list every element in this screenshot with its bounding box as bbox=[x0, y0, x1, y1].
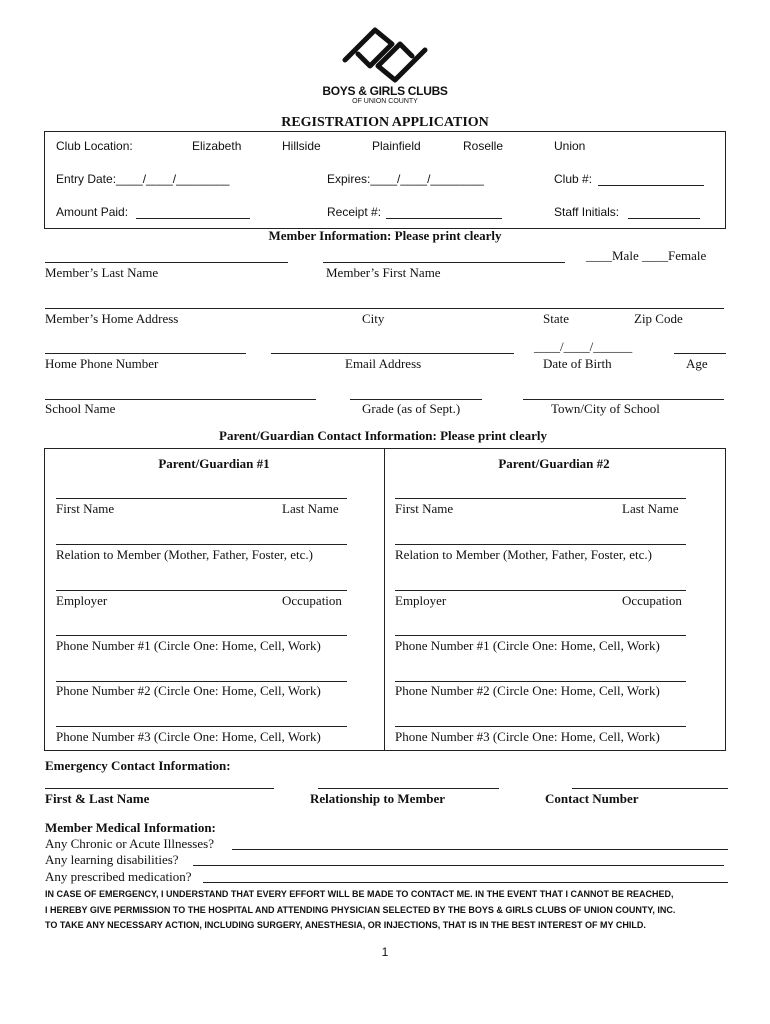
page-title: REGISTRATION APPLICATION bbox=[281, 115, 489, 130]
guardian2-first-name-label: First Name bbox=[395, 501, 454, 516]
age-label: Age bbox=[686, 356, 708, 371]
guardian-info-heading: Parent/Guardian Contact Information: Please print clearly bbox=[219, 428, 547, 443]
guardian1-title: Parent/Guardian #1 bbox=[158, 456, 270, 471]
emergency-relationship-field[interactable] bbox=[318, 788, 499, 789]
town-school-label: Town/City of School bbox=[551, 401, 660, 416]
member-info-heading: Member Information: Please print clearly bbox=[268, 228, 502, 243]
home-phone-label: Home Phone Number bbox=[45, 356, 159, 371]
guardian2-phone3-field[interactable] bbox=[395, 726, 686, 727]
guardian-divider bbox=[384, 449, 385, 750]
guardian1-first-name-label: First Name bbox=[56, 501, 115, 516]
age-field[interactable] bbox=[674, 353, 726, 354]
location-option[interactable]: Roselle bbox=[463, 139, 504, 153]
guardian2-employer-label: Employer bbox=[395, 593, 447, 608]
amount-paid-label: Amount Paid: bbox=[56, 205, 129, 219]
guardian2-title: Parent/Guardian #2 bbox=[498, 456, 610, 471]
school-name-label: School Name bbox=[45, 401, 116, 416]
emergency-contact-label: Contact Number bbox=[545, 791, 639, 806]
emergency-name-field[interactable] bbox=[45, 788, 274, 789]
home-address-label: Member’s Home Address bbox=[45, 311, 179, 326]
location-option[interactable]: Elizabeth bbox=[192, 139, 242, 153]
guardian1-last-name-label: Last Name bbox=[282, 501, 339, 516]
org-subname: OF UNION COUNTY bbox=[352, 98, 418, 105]
expires-field[interactable]: Expires:____/____/________ bbox=[327, 172, 484, 186]
email-label: Email Address bbox=[345, 356, 422, 371]
guardian1-phone3-label: Phone Number #3 (Circle One: Home, Cell, Work) bbox=[56, 729, 321, 744]
zip-label: Zip Code bbox=[634, 311, 683, 326]
first-name-field[interactable] bbox=[323, 262, 565, 263]
illness-question: Any Chronic or Acute Illnesses? bbox=[45, 836, 214, 851]
learning-field[interactable] bbox=[193, 865, 724, 866]
emergency-relationship-label: Relationship to Member bbox=[310, 791, 446, 806]
receipt-label: Receipt #: bbox=[327, 205, 382, 219]
medication-question: Any prescribed medication? bbox=[45, 869, 192, 884]
guardian2-relation-field[interactable] bbox=[395, 544, 686, 545]
guardian2-phone2-label: Phone Number #2 (Circle One: Home, Cell, Work) bbox=[395, 683, 660, 698]
guardian2-employer-field[interactable] bbox=[395, 590, 686, 591]
guardian1-relation-field[interactable] bbox=[56, 544, 347, 545]
guardian2-occupation-label: Occupation bbox=[622, 593, 682, 608]
guardian1-phone2-label: Phone Number #2 (Circle One: Home, Cell, Work) bbox=[56, 683, 321, 698]
club-number-field[interactable] bbox=[598, 185, 704, 186]
entry-date-field[interactable]: Entry Date:____/____/________ bbox=[56, 172, 230, 186]
state-label: State bbox=[543, 311, 569, 326]
gender-field[interactable]: ____Male ____Female bbox=[586, 248, 707, 263]
guardian1-relation-label: Relation to Member (Mother, Father, Foster, etc.) bbox=[56, 547, 313, 562]
grade-field[interactable] bbox=[350, 399, 482, 400]
emergency-contact-field[interactable] bbox=[572, 788, 728, 789]
emergency-name-label: First & Last Name bbox=[45, 791, 150, 806]
staff-initials-field[interactable] bbox=[628, 218, 700, 219]
guardian2-relation-label: Relation to Member (Mother, Father, Foster, etc.) bbox=[395, 547, 652, 562]
grade-label: Grade (as of Sept.) bbox=[362, 401, 461, 416]
guardian1-phone3-field[interactable] bbox=[56, 726, 347, 727]
guardian1-phone2-field[interactable] bbox=[56, 681, 347, 682]
org-name: BOYS & GIRLS CLUBS bbox=[322, 84, 448, 98]
guardian1-employer-field[interactable] bbox=[56, 590, 347, 591]
home-address-field[interactable] bbox=[45, 308, 724, 309]
consent-line-3: TO TAKE ANY NECESSARY ACTION, INCLUDING SURGERY, ANESTHESIA, OR INJECTIONS, THAT IS IN THE BEST INTEREST OF MY CHILD. bbox=[45, 920, 646, 930]
medication-field[interactable] bbox=[203, 882, 728, 883]
page-number: 1 bbox=[381, 945, 389, 959]
consent-line-2: I HEREBY GIVE PERMISSION TO THE HOSPITAL AND ATTENDING PHYSICIAN SELECTED BY THE BOYS & GIRLS CLUBS OF UNION COUNTY, INC. bbox=[45, 905, 676, 915]
boys-girls-clubs-logo bbox=[340, 22, 430, 88]
staff-initials-label: Staff Initials: bbox=[554, 205, 620, 219]
receipt-field[interactable] bbox=[386, 218, 502, 219]
city-label: City bbox=[362, 311, 385, 326]
first-name-label: Member’s First Name bbox=[326, 265, 441, 280]
dob-field[interactable]: ____/____/______ bbox=[534, 339, 633, 354]
dob-label: Date of Birth bbox=[543, 356, 612, 371]
guardian1-phone1-label: Phone Number #1 (Circle One: Home, Cell, Work) bbox=[56, 638, 321, 653]
emergency-heading: Emergency Contact Information: bbox=[45, 758, 231, 773]
guardian2-phone1-label: Phone Number #1 (Circle One: Home, Cell, Work) bbox=[395, 638, 660, 653]
last-name-field[interactable] bbox=[45, 262, 288, 263]
location-option[interactable]: Plainfield bbox=[372, 139, 421, 153]
location-option[interactable]: Hillside bbox=[282, 139, 321, 153]
location-option[interactable]: Union bbox=[554, 139, 586, 153]
guardian1-phone1-field[interactable] bbox=[56, 635, 347, 636]
last-name-label: Member’s Last Name bbox=[45, 265, 159, 280]
guardian1-employer-label: Employer bbox=[56, 593, 108, 608]
guardian2-last-name-label: Last Name bbox=[622, 501, 679, 516]
medical-heading: Member Medical Information: bbox=[45, 820, 216, 835]
guardian2-phone2-field[interactable] bbox=[395, 681, 686, 682]
amount-paid-field[interactable] bbox=[136, 218, 250, 219]
town-school-field[interactable] bbox=[523, 399, 724, 400]
guardian2-name-field[interactable] bbox=[395, 498, 686, 499]
email-field[interactable] bbox=[271, 353, 514, 354]
consent-line-1: IN CASE OF EMERGENCY, I UNDERSTAND THAT EVERY EFFORT WILL BE MADE TO CONTACT ME. IN THE EVENT THAT I CANNOT BE REACHED, bbox=[45, 889, 674, 899]
club-number-label: Club #: bbox=[554, 172, 593, 186]
guardian1-name-field[interactable] bbox=[56, 498, 347, 499]
learning-question: Any learning disabilities? bbox=[45, 852, 179, 867]
guardian2-phone1-field[interactable] bbox=[395, 635, 686, 636]
home-phone-field[interactable] bbox=[45, 353, 246, 354]
guardian1-occupation-label: Occupation bbox=[282, 593, 342, 608]
school-name-field[interactable] bbox=[45, 399, 316, 400]
guardian2-phone3-label: Phone Number #3 (Circle One: Home, Cell, Work) bbox=[395, 729, 660, 744]
club-location-label: Club Location: bbox=[56, 139, 133, 153]
illness-field[interactable] bbox=[232, 849, 728, 850]
